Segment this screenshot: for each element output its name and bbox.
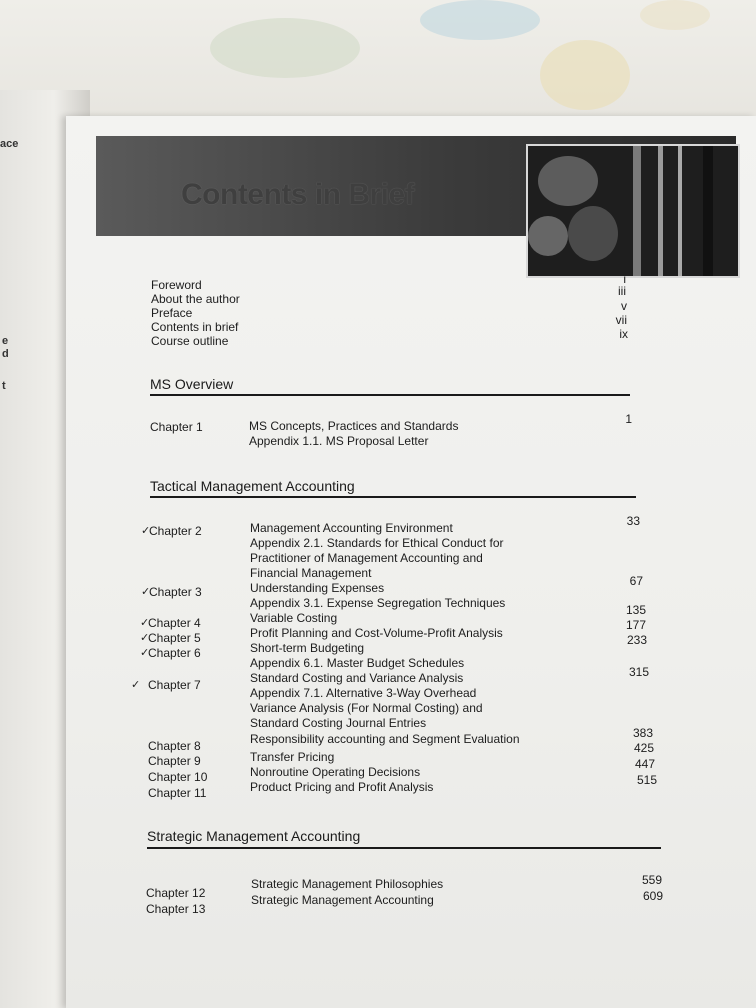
chapter-label: Chapter 8	[148, 739, 201, 753]
chapter-label: Chapter 7	[148, 678, 201, 692]
page-number: 135	[625, 603, 646, 617]
banner-photo	[526, 144, 740, 278]
chapter-title: Responsibility accounting and Segment Evaluation	[250, 732, 520, 746]
page-number: 559	[641, 873, 662, 887]
front-matter-item: Preface	[151, 306, 193, 320]
appendix-title: Variance Analysis (For Normal Costing) and	[250, 701, 483, 715]
chapter-title: Standard Costing and Variance Analysis	[250, 671, 464, 685]
appendix-title: Practitioner of Management Accounting and	[250, 551, 483, 565]
fabric-pattern	[210, 18, 360, 78]
left-page-fragment: d	[2, 348, 9, 360]
chapter-title: Short-term Budgeting	[250, 641, 365, 655]
section-heading-tactical: Tactical Management Accounting	[150, 478, 355, 494]
appendix-title: Appendix 2.1. Standards for Ethical Conduct for	[250, 536, 504, 550]
chapter-label: Chapter 1	[150, 420, 203, 434]
chapter-label: Chapter 2	[149, 524, 202, 538]
page-number: 233	[626, 633, 647, 647]
section-heading-strategic: Strategic Management Accounting	[147, 828, 361, 844]
chapter-title: Management Accounting Environment	[250, 521, 453, 535]
page-number: v	[621, 299, 627, 313]
appendix-title: Standard Costing Journal Entries	[250, 716, 427, 730]
page-number: iii	[618, 284, 626, 298]
appendix-title: Appendix 1.1. MS Proposal Letter	[249, 434, 429, 448]
left-page-fragment: ace	[0, 138, 19, 150]
check-mark-icon: ✓	[140, 632, 150, 644]
chapter-title: Understanding Expenses	[250, 581, 385, 595]
chapter-label: Chapter 9	[148, 754, 201, 768]
page-number: vii	[615, 313, 627, 327]
check-mark-icon: ✓	[140, 647, 150, 659]
page-number: 315	[628, 665, 649, 679]
check-mark-icon: ✓	[140, 617, 150, 629]
front-matter-item: Course outline	[151, 334, 229, 348]
front-matter-item: Foreword	[151, 278, 202, 292]
left-page-fragment: e	[2, 335, 9, 347]
section-heading-ms-overview: MS Overview	[150, 376, 234, 392]
page-number: 67	[629, 574, 643, 588]
chapter-title: Strategic Management Accounting	[251, 893, 434, 907]
page-number: 1	[625, 412, 632, 426]
chapter-label: Chapter 3	[149, 585, 202, 599]
page-number: 33	[626, 514, 640, 528]
page-number: 515	[636, 773, 657, 787]
chapter-title: MS Concepts, Practices and Standards	[249, 419, 459, 433]
page-title: Contents in Brief	[181, 178, 415, 211]
fabric-pattern	[640, 0, 710, 30]
left-page-fragment: t	[2, 380, 6, 392]
front-matter-item: About the author	[151, 292, 240, 306]
chapter-title: Strategic Management Philosophies	[251, 877, 444, 891]
page-number: 425	[633, 741, 654, 755]
header-banner	[96, 136, 736, 236]
page-number: ix	[619, 327, 628, 341]
page-number: 609	[642, 889, 663, 903]
chapter-title: Nonroutine Operating Decisions	[250, 765, 421, 779]
page-number: i	[623, 272, 626, 286]
section-rule	[147, 847, 661, 849]
section-rule	[150, 496, 636, 498]
book-page	[66, 116, 756, 1008]
check-mark-icon: ✓	[131, 679, 141, 691]
appendix-title: Appendix 7.1. Alternative 3-Way Overhead	[250, 686, 477, 700]
chapter-label: Chapter 13	[146, 902, 206, 916]
fabric-pattern	[420, 0, 540, 40]
chapter-title: Transfer Pricing	[250, 750, 335, 764]
appendix-title: Financial Management	[250, 566, 372, 580]
chapter-title: Profit Planning and Cost-Volume-Profit Analysis	[250, 626, 503, 640]
section-rule	[150, 394, 630, 396]
check-mark-icon: ✓	[141, 586, 151, 598]
page-number: 447	[634, 757, 655, 771]
appendix-title: Appendix 3.1. Expense Segregation Techniques	[250, 596, 506, 610]
fabric-pattern	[540, 40, 630, 110]
chapter-label: Chapter 6	[148, 646, 201, 660]
chapter-label: Chapter 10	[148, 770, 208, 784]
chapter-title: Product Pricing and Profit Analysis	[250, 780, 434, 794]
chapter-label: Chapter 5	[148, 631, 201, 645]
chapter-label: Chapter 4	[148, 616, 201, 630]
chapter-title: Variable Costing	[250, 611, 338, 625]
appendix-title: Appendix 6.1. Master Budget Schedules	[250, 656, 465, 670]
page-number: 383	[632, 726, 653, 740]
page-number: 177	[625, 618, 646, 632]
check-mark-icon: ✓	[141, 525, 151, 537]
front-matter-item: Contents in brief	[151, 320, 239, 334]
chapter-label: Chapter 11	[148, 786, 207, 800]
chapter-label: Chapter 12	[146, 886, 206, 900]
